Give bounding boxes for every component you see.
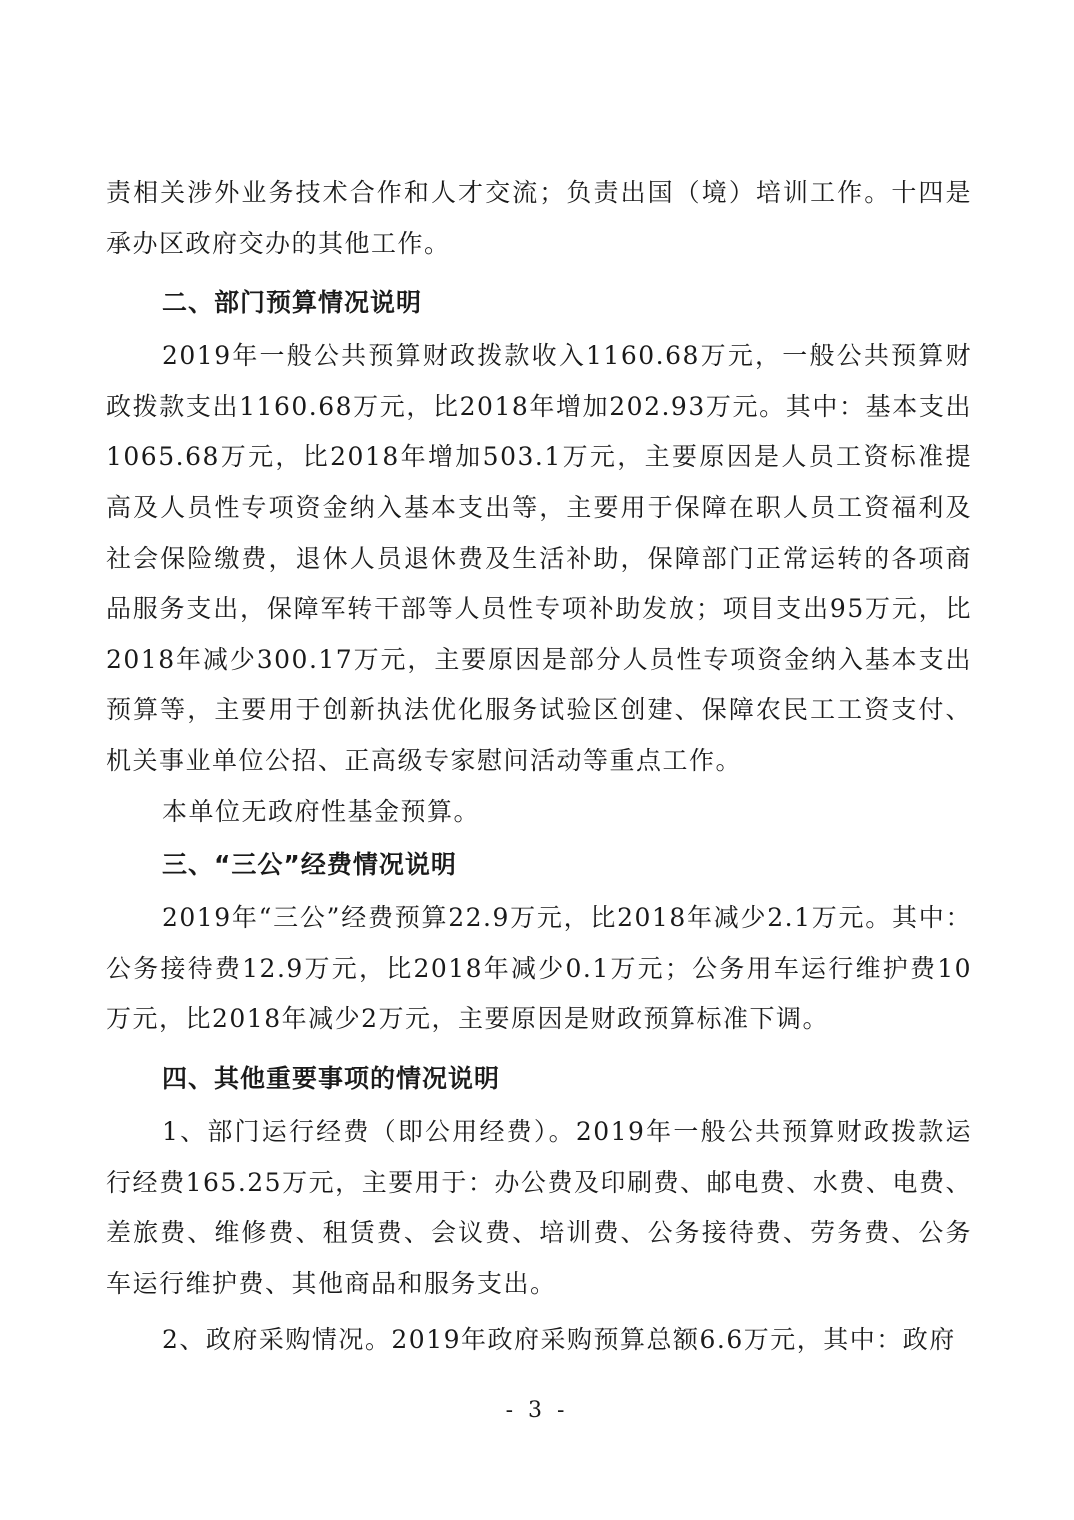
section-heading-budget: 二、部门预算情况说明 (162, 288, 423, 318)
section-heading-three-public: 三、“三公”经费情况说明 (162, 850, 457, 880)
paragraph-operating-expenses: 1、部门运行经费（即公用经费）。2019年一般公共预算财政拨款运行经费165.25万元，主要用于：办公费及印刷费、邮电费、水费、电费、差旅费、维修费、租赁费、会议费、培训费、公务接待费、劳务费、公务车运行维护费、其他商品和服务支出。 (106, 1116, 972, 1298)
paragraph-continuation: 责相关涉外业务技术合作和人才交流；负责出国（境）培训工作。十四是承办区政府交办的其他工作。 (106, 178, 972, 258)
page-number: - 3 - (505, 1398, 569, 1423)
document-body (106, 168, 972, 1366)
paragraph-procurement: 2、政府采购情况。2019年政府采购预算总额6.6万元，其中：政府 (162, 1325, 956, 1355)
paragraph-three-public-details: 2019年“三公”经费预算22.9万元，比2018年减少2.1万元。其中：公务接待费12.9万元，比2018年减少0.1万元；公务用车运行维护费10万元，比2018年减少2万元，主要原因是财政预算标准下调。 (106, 903, 972, 1034)
paragraph-no-fund-budget: 本单位无政府性基金预算。 (162, 796, 481, 826)
paragraph-budget-details: 2019年一般公共预算财政拨款收入1160.68万元，一般公共预算财政拨款支出1160.68万元，比2018年增加202.93万元。其中：基本支出1065.68万元，比2018年增加503.1万元，主要原因是人员工资标准提高及人员性专项资金纳入基本支出等，主要用于保障在职人员工资福利及社会保险缴费，退休人员退休费及生活补助，保障部门正常运转的各项商品服务支出，保障军转干部等人员性专项补助发放；项目支出95万元，比2018年减少300.17万元，主要原因是部分人员性专项资金纳入基本支出预算等，主要用于创新执法优化服务试验区创建、保障农民工工资支付、机关事业单位公招、正高级专家慰问活动等重点工作。 (106, 341, 972, 775)
section-heading-other-matters: 四、其他重要事项的情况说明 (162, 1063, 501, 1093)
